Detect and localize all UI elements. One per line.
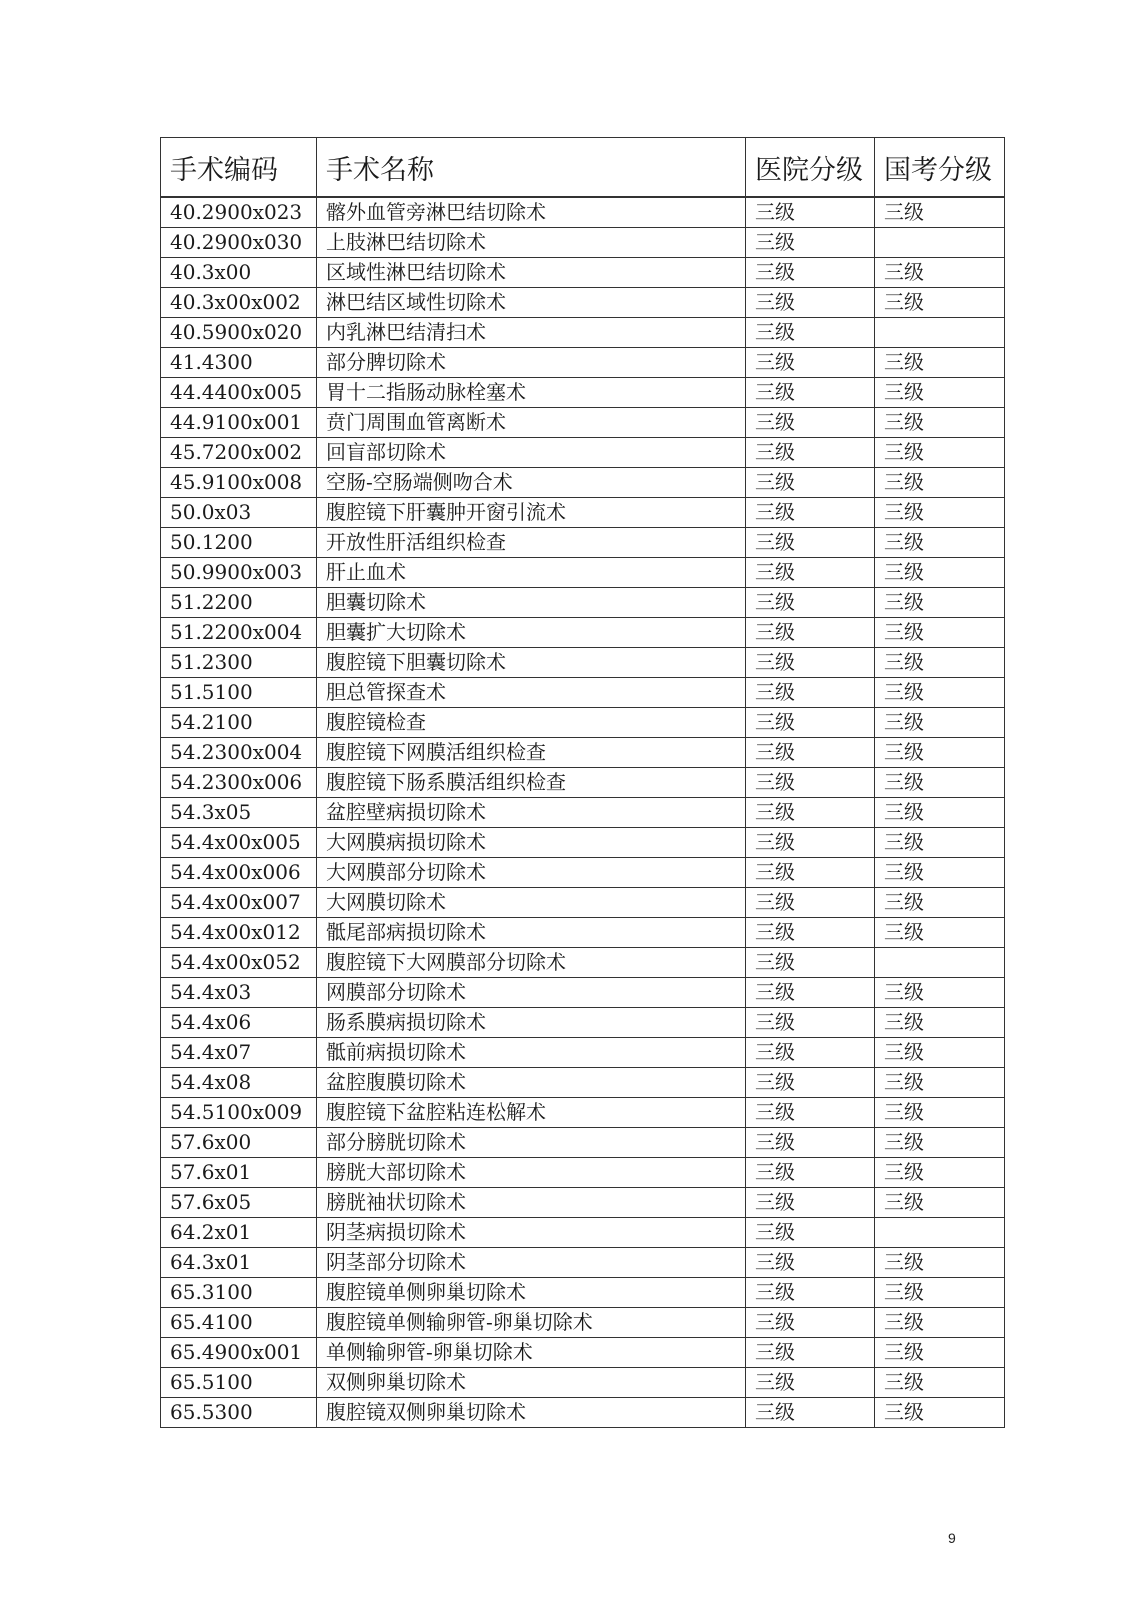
national-grade-cell: 三级 bbox=[875, 1008, 1005, 1038]
table-row bbox=[161, 1128, 1005, 1158]
national-grade-cell: 三级 bbox=[875, 498, 1005, 528]
table-body bbox=[161, 197, 1005, 1428]
surgery-code-cell: 54.5100x009 bbox=[161, 1098, 317, 1128]
hospital-grade-cell: 三级 bbox=[746, 768, 875, 798]
surgery-code-cell: 57.6x00 bbox=[161, 1128, 317, 1158]
table-row bbox=[161, 558, 1005, 588]
surgery-code-cell: 40.2900x023 bbox=[161, 197, 317, 228]
surgery-code-cell: 54.3x05 bbox=[161, 798, 317, 828]
surgery-name-cell: 空肠-空肠端侧吻合术 bbox=[317, 468, 746, 498]
surgery-code-cell: 51.2200 bbox=[161, 588, 317, 618]
surgery-name-cell: 阴茎部分切除术 bbox=[317, 1248, 746, 1278]
surgery-name-cell: 开放性肝活组织检查 bbox=[317, 528, 746, 558]
hospital-grade-cell: 三级 bbox=[746, 1368, 875, 1398]
surgery-name-cell: 腹腔镜单侧输卵管-卵巢切除术 bbox=[317, 1308, 746, 1338]
national-grade-cell: 三级 bbox=[875, 1308, 1005, 1338]
table-row bbox=[161, 888, 1005, 918]
national-grade-cell: 三级 bbox=[875, 1098, 1005, 1128]
hospital-grade-cell: 三级 bbox=[746, 708, 875, 738]
surgery-name-cell: 腹腔镜下肝囊肿开窗引流术 bbox=[317, 498, 746, 528]
surgery-name-cell: 回盲部切除术 bbox=[317, 438, 746, 468]
table-row bbox=[161, 288, 1005, 318]
surgery-code-cell: 54.4x00x005 bbox=[161, 828, 317, 858]
table-row bbox=[161, 1158, 1005, 1188]
surgery-code-cell: 51.2300 bbox=[161, 648, 317, 678]
table-row bbox=[161, 618, 1005, 648]
header-row bbox=[161, 138, 1005, 198]
table-header bbox=[161, 138, 1005, 198]
surgery-code-cell: 40.5900x020 bbox=[161, 318, 317, 348]
hospital-grade-cell: 三级 bbox=[746, 1248, 875, 1278]
table-row bbox=[161, 1398, 1005, 1428]
surgery-code-cell: 45.7200x002 bbox=[161, 438, 317, 468]
hospital-grade-cell: 三级 bbox=[746, 918, 875, 948]
national-grade-cell: 三级 bbox=[875, 348, 1005, 378]
surgery-name-cell: 胆囊扩大切除术 bbox=[317, 618, 746, 648]
hospital-grade-cell: 三级 bbox=[746, 588, 875, 618]
hospital-grade-cell: 三级 bbox=[746, 1278, 875, 1308]
surgery-name-cell: 胆囊切除术 bbox=[317, 588, 746, 618]
table-row bbox=[161, 1248, 1005, 1278]
header-surgery-name: 手术名称 bbox=[317, 138, 746, 198]
surgery-name-cell: 腹腔镜单侧卵巢切除术 bbox=[317, 1278, 746, 1308]
surgery-name-cell: 大网膜病损切除术 bbox=[317, 828, 746, 858]
surgery-name-cell: 腹腔镜下盆腔粘连松解术 bbox=[317, 1098, 746, 1128]
surgery-name-cell: 腹腔镜下肠系膜活组织检查 bbox=[317, 768, 746, 798]
surgery-code-cell: 65.5300 bbox=[161, 1398, 317, 1428]
surgery-name-cell: 胃十二指肠动脉栓塞术 bbox=[317, 378, 746, 408]
surgery-code-cell: 65.5100 bbox=[161, 1368, 317, 1398]
surgery-name-cell: 骶前病损切除术 bbox=[317, 1038, 746, 1068]
header-national-grade: 国考分级 bbox=[875, 138, 1005, 198]
surgery-name-cell: 膀胱大部切除术 bbox=[317, 1158, 746, 1188]
hospital-grade-cell: 三级 bbox=[746, 438, 875, 468]
surgery-code-cell: 50.1200 bbox=[161, 528, 317, 558]
surgery-code-cell: 64.3x01 bbox=[161, 1248, 317, 1278]
national-grade-cell: 三级 bbox=[875, 978, 1005, 1008]
table-row bbox=[161, 318, 1005, 348]
surgery-code-cell: 65.4900x001 bbox=[161, 1338, 317, 1368]
surgery-name-cell: 腹腔镜双侧卵巢切除术 bbox=[317, 1398, 746, 1428]
surgery-name-cell: 盆腔腹膜切除术 bbox=[317, 1068, 746, 1098]
surgery-code-cell: 40.2900x030 bbox=[161, 228, 317, 258]
surgery-name-cell: 单侧输卵管-卵巢切除术 bbox=[317, 1338, 746, 1368]
national-grade-cell: 三级 bbox=[875, 1188, 1005, 1218]
surgery-code-cell: 41.4300 bbox=[161, 348, 317, 378]
surgery-code-cell: 54.2100 bbox=[161, 708, 317, 738]
surgery-code-cell: 54.4x00x007 bbox=[161, 888, 317, 918]
surgery-name-cell: 肠系膜病损切除术 bbox=[317, 1008, 746, 1038]
surgery-code-cell: 65.4100 bbox=[161, 1308, 317, 1338]
surgery-name-cell: 胆总管探查术 bbox=[317, 678, 746, 708]
hospital-grade-cell: 三级 bbox=[746, 1128, 875, 1158]
surgery-code-cell: 54.4x06 bbox=[161, 1008, 317, 1038]
national-grade-cell: 三级 bbox=[875, 738, 1005, 768]
national-grade-cell bbox=[875, 228, 1005, 258]
table-row bbox=[161, 648, 1005, 678]
table-row bbox=[161, 1368, 1005, 1398]
national-grade-cell: 三级 bbox=[875, 1068, 1005, 1098]
national-grade-cell: 三级 bbox=[875, 798, 1005, 828]
national-grade-cell bbox=[875, 948, 1005, 978]
surgery-name-cell: 阴茎病损切除术 bbox=[317, 1218, 746, 1248]
surgery-code-cell: 51.2200x004 bbox=[161, 618, 317, 648]
national-grade-cell: 三级 bbox=[875, 1368, 1005, 1398]
national-grade-cell: 三级 bbox=[875, 528, 1005, 558]
header-surgery-code: 手术编码 bbox=[161, 138, 317, 198]
surgery-code-cell: 51.5100 bbox=[161, 678, 317, 708]
table-row bbox=[161, 1188, 1005, 1218]
national-grade-cell: 三级 bbox=[875, 197, 1005, 228]
national-grade-cell: 三级 bbox=[875, 708, 1005, 738]
national-grade-cell: 三级 bbox=[875, 468, 1005, 498]
table-row bbox=[161, 378, 1005, 408]
surgery-name-cell: 部分膀胱切除术 bbox=[317, 1128, 746, 1158]
hospital-grade-cell: 三级 bbox=[746, 828, 875, 858]
surgery-name-cell: 双侧卵巢切除术 bbox=[317, 1368, 746, 1398]
table-row bbox=[161, 948, 1005, 978]
national-grade-cell bbox=[875, 318, 1005, 348]
surgery-name-cell: 部分脾切除术 bbox=[317, 348, 746, 378]
hospital-grade-cell: 三级 bbox=[746, 1008, 875, 1038]
surgery-name-cell: 网膜部分切除术 bbox=[317, 978, 746, 1008]
hospital-grade-cell: 三级 bbox=[746, 888, 875, 918]
table-row bbox=[161, 528, 1005, 558]
surgery-name-cell: 大网膜部分切除术 bbox=[317, 858, 746, 888]
table-row bbox=[161, 978, 1005, 1008]
surgery-code-cell: 57.6x05 bbox=[161, 1188, 317, 1218]
table-row bbox=[161, 498, 1005, 528]
hospital-grade-cell: 三级 bbox=[746, 618, 875, 648]
national-grade-cell: 三级 bbox=[875, 1128, 1005, 1158]
header-hospital-grade: 医院分级 bbox=[746, 138, 875, 198]
national-grade-cell: 三级 bbox=[875, 858, 1005, 888]
hospital-grade-cell: 三级 bbox=[746, 948, 875, 978]
table-row bbox=[161, 678, 1005, 708]
surgery-grading-table bbox=[160, 137, 1005, 1428]
table-row bbox=[161, 197, 1005, 228]
table-row bbox=[161, 1008, 1005, 1038]
hospital-grade-cell: 三级 bbox=[746, 348, 875, 378]
hospital-grade-cell: 三级 bbox=[746, 1038, 875, 1068]
surgery-code-cell: 44.4400x005 bbox=[161, 378, 317, 408]
surgery-name-cell: 区域性淋巴结切除术 bbox=[317, 258, 746, 288]
table-row bbox=[161, 1308, 1005, 1338]
hospital-grade-cell: 三级 bbox=[746, 798, 875, 828]
hospital-grade-cell: 三级 bbox=[746, 648, 875, 678]
surgery-code-cell: 50.9900x003 bbox=[161, 558, 317, 588]
surgery-code-cell: 64.2x01 bbox=[161, 1218, 317, 1248]
table-row bbox=[161, 588, 1005, 618]
national-grade-cell: 三级 bbox=[875, 1038, 1005, 1068]
page-number: 9 bbox=[948, 1530, 956, 1546]
hospital-grade-cell: 三级 bbox=[746, 1308, 875, 1338]
surgery-code-cell: 44.9100x001 bbox=[161, 408, 317, 438]
hospital-grade-cell: 三级 bbox=[746, 738, 875, 768]
surgery-code-cell: 54.4x00x006 bbox=[161, 858, 317, 888]
national-grade-cell bbox=[875, 1218, 1005, 1248]
hospital-grade-cell: 三级 bbox=[746, 1188, 875, 1218]
table-row bbox=[161, 348, 1005, 378]
table-row bbox=[161, 228, 1005, 258]
surgery-code-cell: 40.3x00x002 bbox=[161, 288, 317, 318]
hospital-grade-cell: 三级 bbox=[746, 318, 875, 348]
national-grade-cell: 三级 bbox=[875, 1248, 1005, 1278]
surgery-code-cell: 54.2300x006 bbox=[161, 768, 317, 798]
hospital-grade-cell: 三级 bbox=[746, 1158, 875, 1188]
national-grade-cell: 三级 bbox=[875, 378, 1005, 408]
table-row bbox=[161, 438, 1005, 468]
table-row bbox=[161, 258, 1005, 288]
hospital-grade-cell: 三级 bbox=[746, 1068, 875, 1098]
surgery-code-cell: 54.4x00x012 bbox=[161, 918, 317, 948]
national-grade-cell: 三级 bbox=[875, 618, 1005, 648]
national-grade-cell: 三级 bbox=[875, 1338, 1005, 1368]
hospital-grade-cell: 三级 bbox=[746, 468, 875, 498]
national-grade-cell: 三级 bbox=[875, 558, 1005, 588]
hospital-grade-cell: 三级 bbox=[746, 1338, 875, 1368]
table-row bbox=[161, 1068, 1005, 1098]
surgery-name-cell: 膀胱袖状切除术 bbox=[317, 1188, 746, 1218]
national-grade-cell: 三级 bbox=[875, 828, 1005, 858]
hospital-grade-cell: 三级 bbox=[746, 228, 875, 258]
national-grade-cell: 三级 bbox=[875, 1158, 1005, 1188]
national-grade-cell: 三级 bbox=[875, 588, 1005, 618]
table-row bbox=[161, 768, 1005, 798]
table-row bbox=[161, 798, 1005, 828]
surgery-name-cell: 肝止血术 bbox=[317, 558, 746, 588]
surgery-code-cell: 54.4x08 bbox=[161, 1068, 317, 1098]
hospital-grade-cell: 三级 bbox=[746, 197, 875, 228]
national-grade-cell: 三级 bbox=[875, 1278, 1005, 1308]
national-grade-cell: 三级 bbox=[875, 1398, 1005, 1428]
hospital-grade-cell: 三级 bbox=[746, 1218, 875, 1248]
hospital-grade-cell: 三级 bbox=[746, 558, 875, 588]
surgery-name-cell: 腹腔镜下胆囊切除术 bbox=[317, 648, 746, 678]
national-grade-cell: 三级 bbox=[875, 438, 1005, 468]
table-row bbox=[161, 738, 1005, 768]
hospital-grade-cell: 三级 bbox=[746, 1098, 875, 1128]
table-row bbox=[161, 1218, 1005, 1248]
surgery-name-cell: 腹腔镜下网膜活组织检查 bbox=[317, 738, 746, 768]
hospital-grade-cell: 三级 bbox=[746, 378, 875, 408]
national-grade-cell: 三级 bbox=[875, 408, 1005, 438]
hospital-grade-cell: 三级 bbox=[746, 528, 875, 558]
national-grade-cell: 三级 bbox=[875, 918, 1005, 948]
surgery-code-cell: 40.3x00 bbox=[161, 258, 317, 288]
hospital-grade-cell: 三级 bbox=[746, 858, 875, 888]
hospital-grade-cell: 三级 bbox=[746, 288, 875, 318]
national-grade-cell: 三级 bbox=[875, 678, 1005, 708]
national-grade-cell: 三级 bbox=[875, 258, 1005, 288]
national-grade-cell: 三级 bbox=[875, 888, 1005, 918]
surgery-code-cell: 50.0x03 bbox=[161, 498, 317, 528]
table-row bbox=[161, 1038, 1005, 1068]
hospital-grade-cell: 三级 bbox=[746, 978, 875, 1008]
surgery-name-cell: 腹腔镜检查 bbox=[317, 708, 746, 738]
surgery-name-cell: 盆腔壁病损切除术 bbox=[317, 798, 746, 828]
hospital-grade-cell: 三级 bbox=[746, 498, 875, 528]
table-row bbox=[161, 1098, 1005, 1128]
table-row bbox=[161, 918, 1005, 948]
table-row bbox=[161, 408, 1005, 438]
surgery-code-cell: 54.2300x004 bbox=[161, 738, 317, 768]
table-row bbox=[161, 708, 1005, 738]
surgery-name-cell: 贲门周围血管离断术 bbox=[317, 408, 746, 438]
hospital-grade-cell: 三级 bbox=[746, 1398, 875, 1428]
hospital-grade-cell: 三级 bbox=[746, 678, 875, 708]
surgery-code-cell: 54.4x00x052 bbox=[161, 948, 317, 978]
national-grade-cell: 三级 bbox=[875, 768, 1005, 798]
surgery-code-cell: 45.9100x008 bbox=[161, 468, 317, 498]
table-row bbox=[161, 1338, 1005, 1368]
table-row bbox=[161, 858, 1005, 888]
surgery-name-cell: 上肢淋巴结切除术 bbox=[317, 228, 746, 258]
hospital-grade-cell: 三级 bbox=[746, 408, 875, 438]
table-row bbox=[161, 468, 1005, 498]
surgery-code-cell: 65.3100 bbox=[161, 1278, 317, 1308]
surgery-code-cell: 54.4x07 bbox=[161, 1038, 317, 1068]
national-grade-cell: 三级 bbox=[875, 288, 1005, 318]
table-row bbox=[161, 1278, 1005, 1308]
surgery-name-cell: 腹腔镜下大网膜部分切除术 bbox=[317, 948, 746, 978]
surgery-code-cell: 57.6x01 bbox=[161, 1158, 317, 1188]
surgery-name-cell: 内乳淋巴结清扫术 bbox=[317, 318, 746, 348]
surgery-name-cell: 髂外血管旁淋巴结切除术 bbox=[317, 197, 746, 228]
surgery-name-cell: 大网膜切除术 bbox=[317, 888, 746, 918]
hospital-grade-cell: 三级 bbox=[746, 258, 875, 288]
surgery-code-cell: 54.4x03 bbox=[161, 978, 317, 1008]
national-grade-cell: 三级 bbox=[875, 648, 1005, 678]
surgery-name-cell: 骶尾部病损切除术 bbox=[317, 918, 746, 948]
surgery-name-cell: 淋巴结区域性切除术 bbox=[317, 288, 746, 318]
table-row bbox=[161, 828, 1005, 858]
